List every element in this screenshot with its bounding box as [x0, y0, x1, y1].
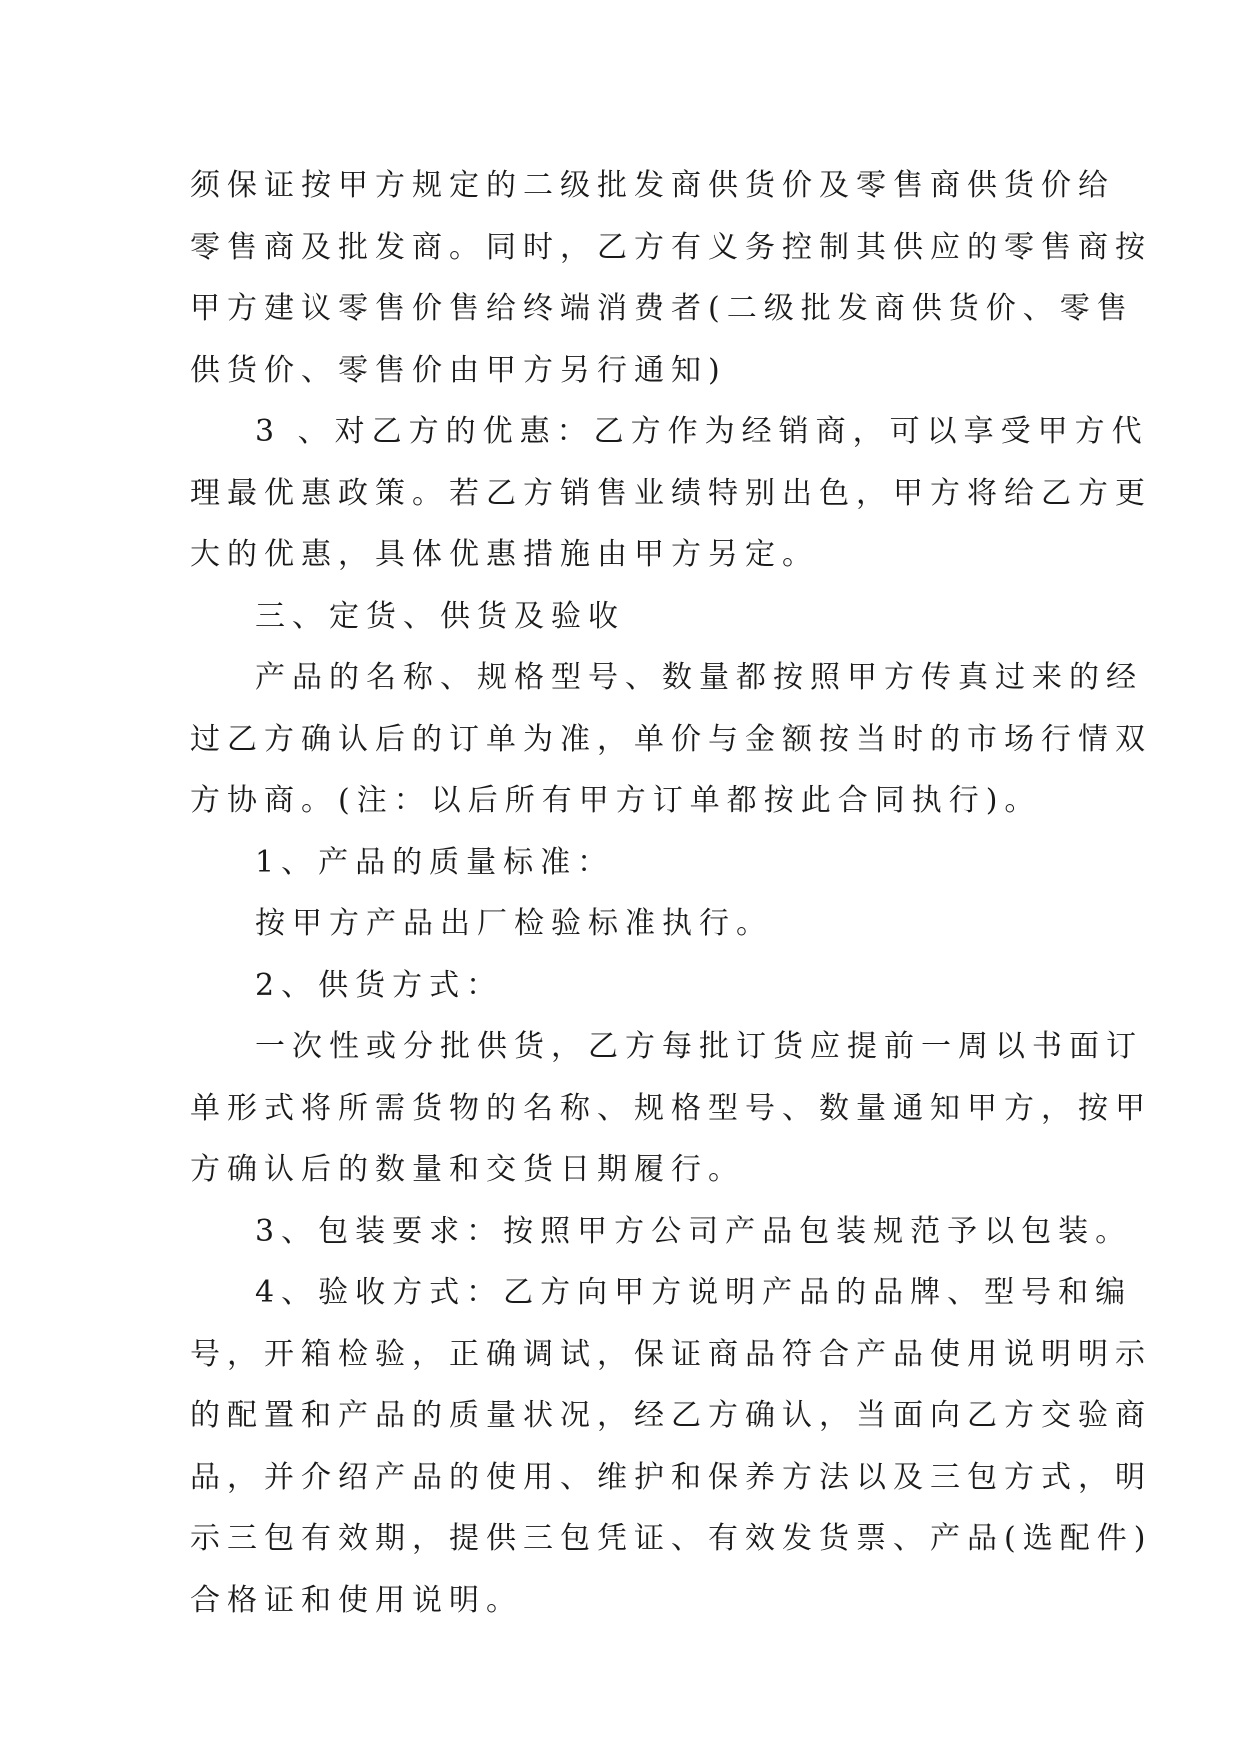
text-line: 三、定货、供货及验收 [255, 598, 625, 634]
text-line: 按甲方产品出厂检验标准执行。 [255, 906, 773, 941]
text-line: 示三包有效期，提供三包凭证、有效发货票、产品(选配件) [190, 1521, 1153, 1556]
text-line: 甲方建议零售价售给终端消费者(二级批发商供货价、零售 [190, 291, 1134, 326]
text-line: 3 、对乙方的优惠：乙方作为经销商，可以享受甲方代 [255, 414, 1149, 449]
text-line: 2、供货方式： [255, 967, 504, 1003]
text-line: 3、包装要求：按照甲方公司产品包装规范予以包装。 [255, 1213, 1133, 1249]
text-line: 一次性或分批供货，乙方每批订货应提前一周以书面订 [255, 1029, 1143, 1064]
text-line: 方协商。(注：以后所有甲方订单都按此合同执行)。 [190, 783, 1042, 818]
text-line: 产品的名称、规格型号、数量都按照甲方传真过来的经 [255, 660, 1143, 695]
text-line: 1、产品的质量标准： [255, 844, 615, 880]
text-line: 大的优惠，具体优惠措施由甲方另定。 [190, 537, 819, 572]
text-line: 零售商及批发商。同时，乙方有义务控制其供应的零售商按 [190, 229, 1152, 265]
text-line: 号，开箱检验，正确调试，保证商品符合产品使用说明明示 [190, 1336, 1152, 1372]
text-line: 合格证和使用说明。 [190, 1582, 523, 1618]
text-line: 须保证按甲方规定的二级批发商供货价及零售商供货价给 [190, 168, 1115, 203]
text-line: 4、验收方式：乙方向甲方说明产品的品牌、型号和编 [255, 1275, 1133, 1310]
text-line: 单形式将所需货物的名称、规格型号、数量通知甲方，按甲 [190, 1090, 1152, 1126]
document-body [190, 155, 1153, 1631]
text-line: 理最优惠政策。若乙方销售业绩特别出色，甲方将给乙方更 [190, 475, 1152, 511]
text-line: 方确认后的数量和交货日期履行。 [190, 1152, 745, 1187]
text-line: 的配置和产品的质量状况，经乙方确认，当面向乙方交验商 [190, 1398, 1152, 1433]
text-line: 品，并介绍产品的使用、维护和保养方法以及三包方式，明 [190, 1459, 1152, 1495]
text-line: 供货价、零售价由甲方另行通知) [190, 352, 727, 388]
text-line: 过乙方确认后的订单为准，单价与金额按当时的市场行情双 [190, 721, 1152, 757]
